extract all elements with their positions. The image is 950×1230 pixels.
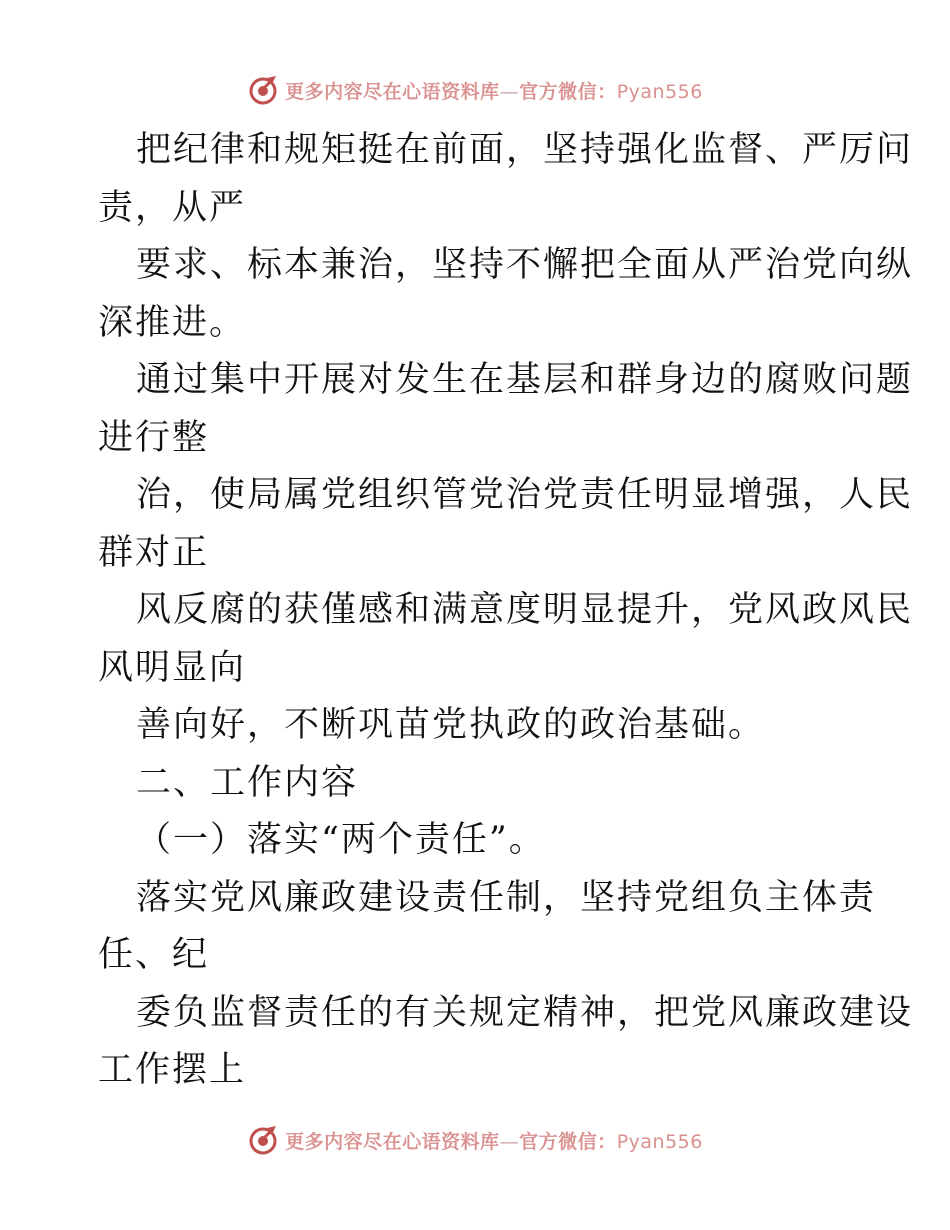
text-line: 风反腐的获僅感和满意度明显提升，党风政风民 (136, 590, 914, 630)
text-line: （一）落实“两个责任”。 (136, 820, 546, 860)
text-line: 把纪律和规矩挺在前面，坚持强化监督、严厉问 (136, 130, 914, 170)
text-line: 风明显向 (98, 647, 247, 688)
watermark-title: 更多内容尽在心语资料库 (285, 80, 500, 103)
text-line: 群对正 (98, 532, 210, 573)
text-line: 工作摆上 (98, 1050, 247, 1090)
document-body (98, 122, 914, 1100)
text-line: 任、纪 (98, 935, 210, 975)
text-line: 委负监督责任的有关规定精神，把党风廉政建设 (136, 992, 914, 1033)
text-line: 责，从严 (98, 187, 247, 228)
text-line: 进行整 (98, 417, 210, 458)
watermark-text (285, 1127, 703, 1154)
pen-logo-icon (247, 1124, 279, 1156)
text-line: 善向好，不断巩苗党执政的政治基础。 (136, 705, 766, 745)
watermark-dash: — (499, 1130, 520, 1153)
watermark-text (285, 77, 703, 104)
text-line: 落实党风廉政建设责任制，坚持党组负主体责 (136, 877, 877, 918)
watermark-title: 更多内容尽在心语资料库 (285, 1130, 500, 1153)
watermark-wechat-id: Pyan556 (616, 1130, 703, 1153)
pen-logo-icon (247, 74, 279, 106)
text-line: 深推进。 (98, 302, 247, 343)
header-watermark (0, 70, 950, 110)
watermark-label: 官方微信： (519, 80, 617, 103)
text-line: 二、工作内容 (136, 762, 359, 803)
text-line: 治，使局属党组织管党治党责任明显增强，人民 (136, 475, 914, 515)
watermark-wechat-id: Pyan556 (616, 80, 703, 103)
text-line: 要求、标本兼治，坚持不懈把全面从严治党向纵 (136, 245, 914, 285)
watermark-label: 官方微信： (519, 1130, 617, 1153)
watermark-dash: — (499, 80, 520, 103)
footer-watermark (0, 1120, 950, 1160)
text-line: 通过集中开展对发生在基层和群身边的腐败问题 (136, 360, 914, 400)
